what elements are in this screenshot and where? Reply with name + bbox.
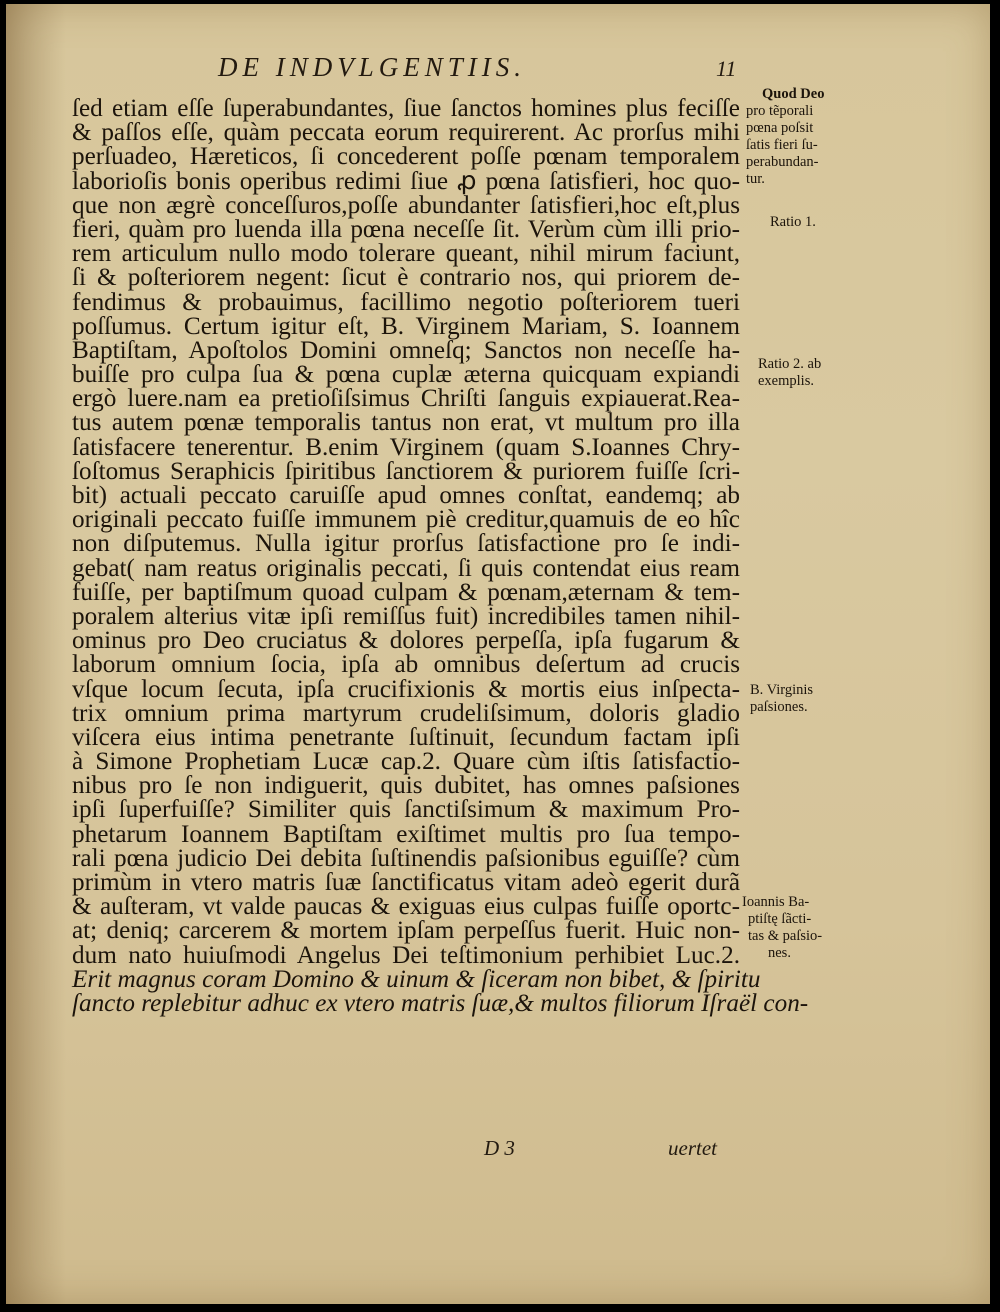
- text-line: poſſumus. Certum igitur eſt, B. Virginem Mariam, S. Ioannem: [72, 312, 740, 340]
- text-line: perſuadeo, Hæreticos, ſi concederent poſſe pœnam temporalem: [72, 143, 740, 171]
- margin-note-ratio-2: [758, 356, 878, 390]
- text-line: que non ægrè conceſſuros,poſſe abundanter ſatisfieri,hoc eſt,plus: [72, 191, 740, 219]
- margin-note-line: pœna poſsit: [746, 120, 814, 136]
- text-line: ergò luere.nam ea pretioſiſsimus Chriſti ſanguis expiauerat.Rea-: [72, 385, 740, 413]
- text-line: buiſſe pro culpa ſua & pœna cuplæ æterna quicquam expiandi: [72, 361, 740, 389]
- text-line: ſi & poſteriorem negent: ſicut è contrario nos, qui priorem de-: [72, 264, 740, 292]
- text-line: originali peccato fuiſſe immunem piè creditur,quamuis de eo hîc: [72, 506, 740, 534]
- text-line: nibus pro ſe non indiguerit, quis dubitet, has omnes paſsiones: [72, 772, 740, 800]
- scripture-quote-line: ſancto replebitur adhuc ex vtero matris ſuæ,& multos filiorum Iſraël con-: [72, 989, 809, 1017]
- text-line: ſoſtomus Seraphicis ſpiritibus ſanctiorem & puriorem fuiſſe ſcri-: [72, 457, 740, 485]
- text-line: rem articulum nullo modo tolerare queant, nihil mirum faciunt,: [72, 240, 740, 268]
- text-line: laborum omnium ſocia, ipſa ab omnibus deſertum ad crucis: [72, 651, 740, 679]
- text-line: ominus pro Deo cruciatus & dolores perpeſſa, ipſa fugarum &: [72, 627, 740, 655]
- page-number: 11: [716, 56, 737, 81]
- catchword: uertet: [668, 1136, 717, 1160]
- text-line: trix omnium prima martyrum crudeliſsimum, doloris gladio: [72, 699, 740, 727]
- margin-note-quod-deo: [746, 86, 866, 188]
- margin-note-line: tur.: [746, 171, 765, 187]
- margin-note-line: exemplis.: [758, 373, 814, 389]
- text-line: phetarum Ioannem Baptiſtam exiſtimet multis pro ſua tempo-: [72, 820, 740, 848]
- margin-note-line: Quod Deo: [762, 86, 825, 102]
- margin-note-line: B. Virginis: [750, 682, 814, 698]
- text-line: Baptiſtam, Apoſtolos Domini omneſq; Sanctos non neceſſe ha-: [72, 336, 740, 364]
- margin-note-virginis: [750, 682, 870, 716]
- text-line: & paſſos eſſe, quàm peccata eorum requirerent. Ac prorſus mihi: [72, 119, 740, 147]
- text-line: viſcera eius intima penetrante ſuſtinuit, ſecundum factam ipſi: [72, 723, 740, 751]
- text-line: at; deniq; carcerem & mortem ipſam perpeſſus fuerit. Huic non-: [72, 917, 740, 945]
- margin-note-line: paſsiones.: [750, 699, 808, 715]
- margin-note-line: perabundan-: [746, 154, 819, 170]
- margin-note-line: Ioannis Ba-: [742, 894, 810, 910]
- text-line: fieri, quàm pro luenda illa pœna neceſſe ſit. Verùm cùm illi prio-: [72, 215, 740, 243]
- signature-mark: D 3: [484, 1136, 515, 1160]
- running-head: DE INDVLGENTIIS.: [218, 52, 526, 82]
- text-line: à Simone Prophetiam Lucæ cap.2. Quare cùm iſtis ſatisfactio-: [72, 748, 740, 776]
- text-line: poralem alterius vitæ ipſi remiſſus fuit) incredibiles tamen nihil-: [72, 602, 740, 630]
- text-line: tus autem pœnæ temporalis tantus non erat, vt multum pro illa: [72, 409, 740, 437]
- margin-note-ioannis: [742, 894, 862, 962]
- text-line: fuiſſe, per baptiſmum quoad culpam & pœnam,æternam & tem-: [72, 578, 740, 606]
- text-line: laborioſis bonis operibus redimi ſiue ꝓ pœna ſatisfieri, hoc quo-: [72, 167, 740, 195]
- text-line: ſatisfacere tenerentur. B.enim Virginem (quam S.Ioannes Chry-: [72, 433, 740, 461]
- text-line: ipſi ſuperfuiſſe? Similiter quis ſanctiſsimum & maximum Pro-: [72, 796, 740, 824]
- margin-note-line: nes.: [768, 945, 791, 961]
- text-line: gebat( nam reatus originalis peccati, ſi quis contendat eius ream: [72, 554, 740, 582]
- margin-note-line: pro tẽporali: [746, 103, 814, 119]
- margin-note-line: Ratio 2. ab: [758, 356, 822, 372]
- text-line: ſed etiam eſſe ſuperabundantes, ſiue ſanctos homines plus feciſſe: [72, 95, 740, 122]
- scripture-quote-line: Erit magnus coram Domino & uinum & ſiceram non bibet, & ſpiritu: [72, 965, 761, 993]
- text-line: & auſteram, vt valde paucas & exiguas eius culpas fuiſſe oportc-: [72, 893, 740, 921]
- margin-note-ratio-1: [770, 214, 890, 231]
- margin-note-line: tas & paſsio-: [748, 928, 823, 944]
- margin-note-line: Ratio 1.: [770, 214, 816, 230]
- text-line: bit) actuali peccato caruiſſe apud omnes conſtat, eandemq; ab: [72, 482, 740, 509]
- margin-note-line: ſatis fieri ſu-: [746, 137, 818, 153]
- text-line: non diſputemus. Nulla igitur prorſus ſatisfactione pro ſe indi-: [72, 530, 740, 558]
- text-line: primùm in vtero matris ſuæ ſanctificatus vitam adeò egerit durã: [72, 869, 740, 896]
- text-line: dum nato huiuſmodi Angelus Dei teſtimonium perhibiet Luc.2.: [72, 941, 740, 969]
- margin-note-line: ptiſtę ſãcti-: [748, 911, 812, 927]
- text-line: fendimus & probauimus, facillimo negotio poſteriorem tueri: [72, 288, 740, 316]
- text-line: rali pœna judicio Dei debita ſuſtinendis paſsionibus eguiſſe? cùm: [72, 844, 740, 872]
- text-line: vſque locum ſecuta, ipſa crucifixionis & mortis eius inſpecta-: [72, 675, 740, 703]
